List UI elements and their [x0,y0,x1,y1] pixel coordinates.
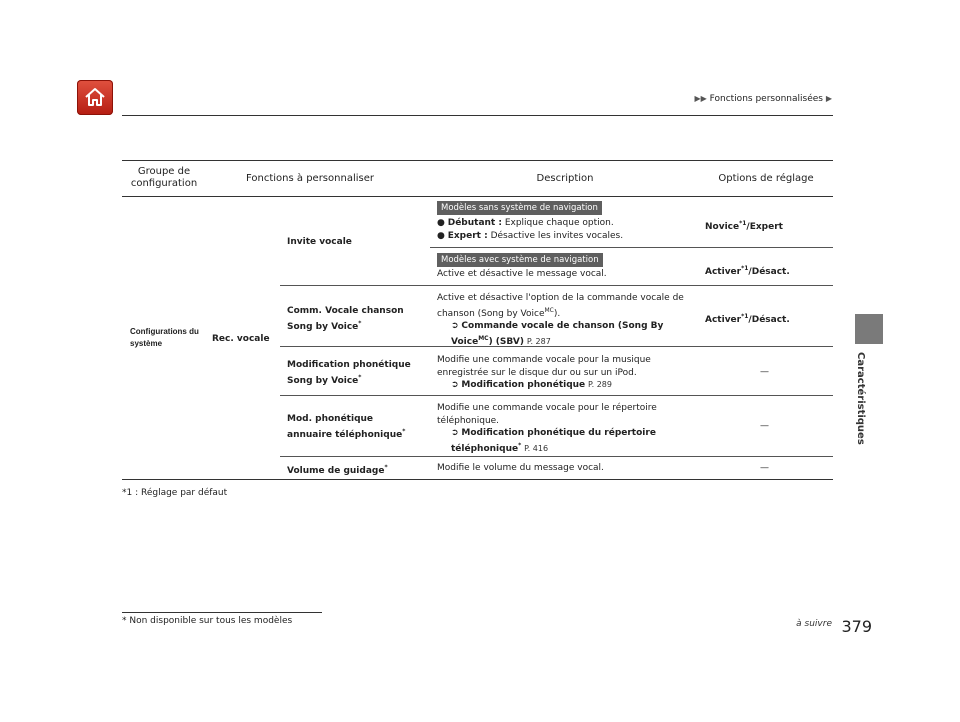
invite-bullet-2: ● Expert : Désactive les invites vocales. [437,230,624,241]
row-rule [280,285,833,286]
header-options: Options de réglage [718,173,814,184]
row-rule [280,346,833,347]
sbv-desc: Active et désactive l'option de la commande vocale de chanson (Song by Voice$^{MC}$). ➲ Commande vocale de chanson (Song By Voice$^{MC}$) (SBV) P. 287 [437,292,697,348]
reference-arrow-icon: ➲ [451,380,459,390]
home-icon [83,85,107,109]
row-rule [280,456,833,457]
footer-rule [122,612,322,613]
row-rule [280,395,833,396]
table-bottom-rule [122,479,833,480]
invite-desc [437,217,697,242]
phon-desc: Modifie une commande vocale pour la musique enregistrée sur le disque dur ou sur un iPod. ➲ Modification phonétique P. 289 [437,354,677,392]
reference-arrow-icon: ➲ [451,321,459,331]
arrow-icon: ▶ [825,94,832,103]
header-bottom-rule [122,196,833,197]
row-rule [430,247,833,248]
section-tab[interactable] [855,314,883,344]
vol-desc: Modifie le volume du message vocal. [437,463,604,473]
phon-label: Modification phonétique Song by Voice* [287,360,411,386]
home-button[interactable] [77,80,113,115]
header-description: Description [536,173,594,184]
nav-tag: Modèles avec système de navigation [437,253,603,267]
header-group: Groupe de configuration [130,166,198,189]
footnote-models: * Non disponible sur tous les modèles [122,616,293,626]
phon-reference[interactable]: ➲ Modification phonétique P. 289 [451,380,612,390]
continue-label: à suivre [796,619,832,629]
vol-options: — [760,463,769,473]
page-number: 379 [841,617,872,636]
sbv-options: Activer$^{*1}$/Désact. [705,313,790,325]
sbv-label: Comm. Vocale chanson Song by Voice* [287,306,404,332]
double-arrow-icon: ▶▶ [694,94,707,103]
reference-arrow-icon: ➲ [451,428,459,438]
footnote-default: *1 : Réglage par défaut [122,488,228,498]
sbv-reference[interactable]: ➲ Commande vocale de chanson (Song By Voice$^{MC}$) (SBV) P. 287 [451,321,664,347]
invite-nav-options: Activer$^{*1}$/Désact. [705,265,790,277]
annu-label: Mod. phonétique annuaire téléphonique* [287,414,406,440]
invite-options: Novice$^{*1}$/Expert [705,220,783,232]
subgroup-name: Rec. vocale [212,334,270,344]
group-name: Configurations du système [130,327,199,348]
breadcrumb[interactable]: ▶▶ Fonctions personnalisées ▶ [694,94,832,104]
invite-nav-desc: Active et désactive le message vocal. [437,269,607,279]
invite-label: Invite vocale [287,237,352,247]
annu-options: — [760,421,769,431]
side-label: Caractéristiques [855,352,866,445]
phon-options: — [760,367,769,377]
table-top-rule [122,160,833,161]
header-functions: Fonctions à personnaliser [246,173,374,184]
annu-desc: Modifie une commande vocale pour le répertoire téléphonique. ➲ Modification phonétique du répertoire téléphonique* P. 416 [437,402,692,455]
header-rule [122,115,833,116]
invite-bullet-1: ● Débutant : Explique chaque option. [437,218,614,228]
no-nav-tag: Modèles sans système de navigation [437,201,602,215]
annu-reference[interactable]: ➲ Modification phonétique du répertoire téléphonique* P. 416 [451,428,656,454]
vol-label: Volume de guidage* [287,464,388,476]
